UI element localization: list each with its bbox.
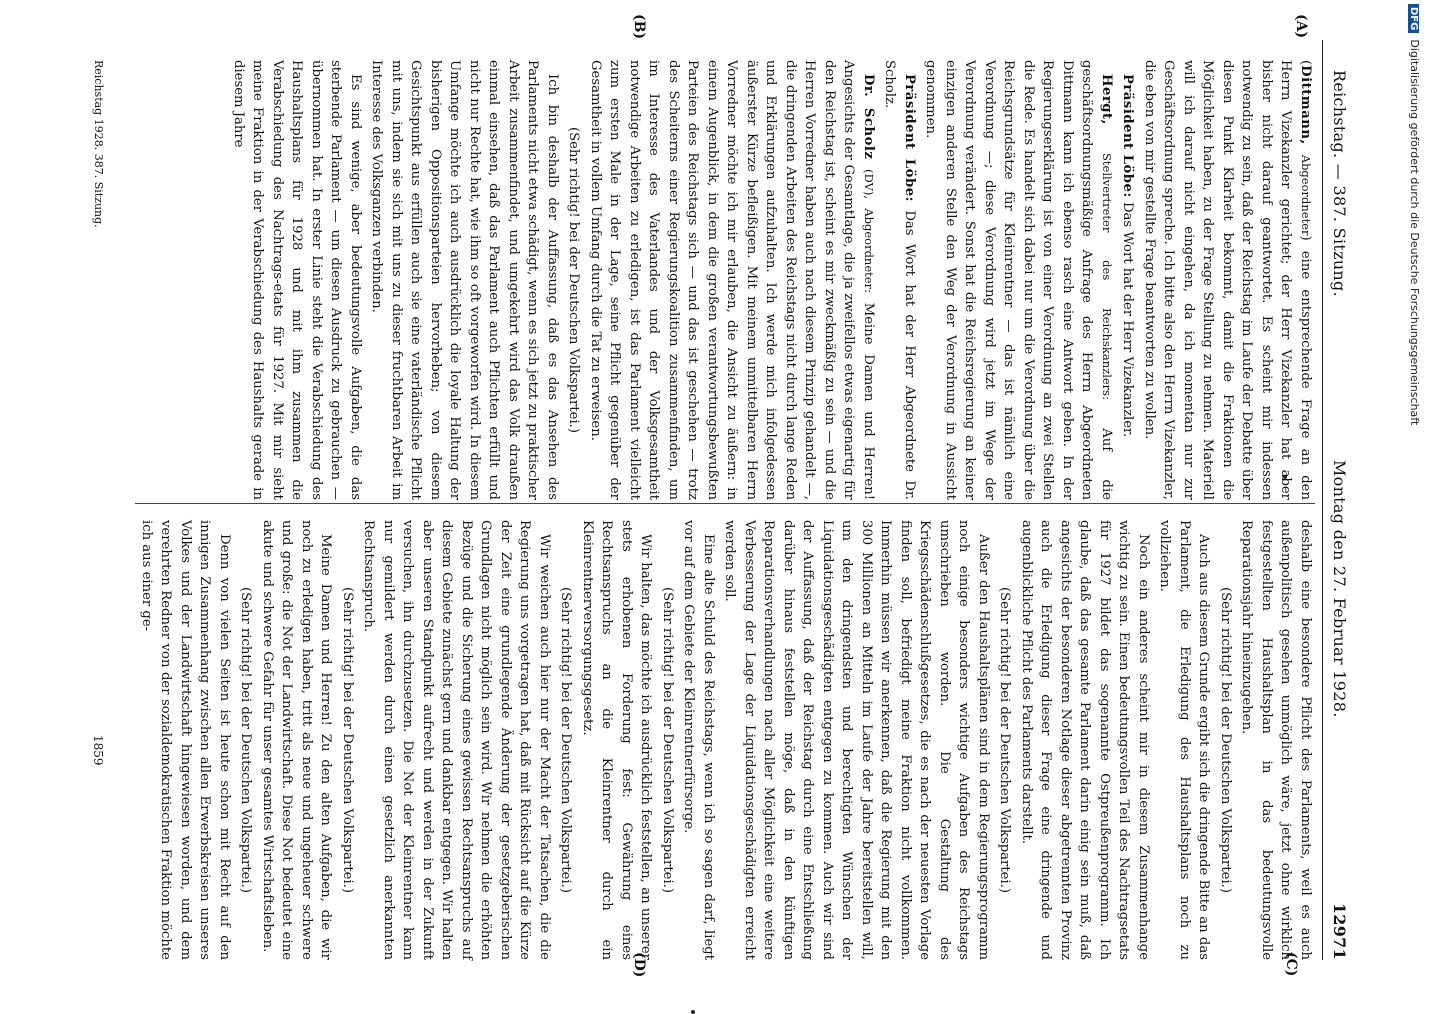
- speaker-role: Abgeordneter: [1299, 154, 1313, 236]
- paragraph: Denn von vielen Seiten ist heute schon mit Recht auf den innigen Zusammenhang zwischen allen Erwerbskreisen unseres Volkes und der Landwirtschaft hingewiesen worden, und dem verehrten Redner von der sozialdemokratischen Fraktion möchte ich aus einer ge-: [139, 520, 232, 960]
- interjection: (Sehr richtig! bei der Deutschen Volkspartei.): [238, 586, 254, 894]
- print-speck: [691, 1010, 695, 1014]
- paragraph: Noch ein anderes scheint mir in diesem Zusammenhange wichtig zu sein. Einen bedeutungsvollen Teil des Nachtragsetats für 1927 bildet das sogenannte Ostpreußenprogramm. Ich glaube, daß das gesamte Parlament darin einig sein muß, daß angesichts der besonderen Notlage dieser abgetrennten Provinz auch die Erledigung dieser Frage eine dringende und augenblickliche Pflicht des Parlaments darstellt.: [1019, 520, 1151, 960]
- paragraph: deshalb eine besondere Pflicht des Parlaments, weil es auch außenpolitisch gesehen unmöglich wäre, jetzt ohne wirklich festgestellten Haushaltsplan in das bedeutungsvolle Reparationsjahr hineinzugehen.: [1239, 520, 1313, 960]
- paragraph: Es sind wenige, aber bedeutungsvolle Aufgaben, die das sterbende Parlament — um diesen Ausdruck zu gebrauchen — übernommen hat. In erster Linie steht die Verabschiedung des Haushaltsplans für 1928 und mit ihm zusammen die Verabschiedung des Nachtrags-etats für 1927. Mit mir sieht meine Fraktion in der Verabschiedung des Haushalts gerade in diesem Jahre: [231, 60, 363, 500]
- paragraph: Wir halten, das möchte ich ausdrücklich feststellen, an unserer stets erhobenen Forderung fest: Gewährung eines Rechtsanspruchs an die Kleinrentner durch ein Kleinrentnerversorgungsgesetz.: [580, 520, 654, 960]
- interjection: (Sehr richtig! bei der Deutschen Volkspartei.): [566, 126, 582, 434]
- header-session: Reichstag. — 387. Sitzung.: [1330, 70, 1349, 297]
- interjection: (Sehr richtig! bei der Deutschen Volkspartei.): [660, 586, 675, 894]
- left-column: [227, 60, 1316, 500]
- paragraph: [921, 60, 1116, 500]
- interjection: (Sehr richtig! bei der Deutschen Volkspartei.): [1218, 586, 1233, 894]
- speaker-name: Dr. Scholz: [861, 74, 876, 160]
- running-head: [1325, 40, 1349, 960]
- paragraph-text: eine entsprechende Frage an den Herrn Vizekanzler gerichtet; der Herr Vizekanzler hat aber bisher nicht darauf geantwortet. Es scheint mir indessen notwendig zu sein, daß der Reichstag im Laufe der Debatte über diesen Punkt Klarheit bekommt, damit die Fraktionen die Möglichkeit haben, zu der Frage Stellung zu nehmen. Materiell will ich darauf nicht eingehen, da ich momentan nur zur Geschäftsordnung spreche. Ich bitte also den Herrn Vizekanzler, die eben von mir gestellte Frage beantworten zu wollen.: [1142, 60, 1313, 500]
- paragraph: [586, 60, 879, 500]
- footer-imprint: Reichstag 1928. 387. Sitzung.: [92, 60, 105, 228]
- paragraph: [1118, 60, 1138, 500]
- paragraph: Eine alte Schuld des Reichstags, wenn ich so sagen darf, liegt vor auf dem Gebiete der Kleinrentnerfürsorge.: [681, 520, 716, 960]
- margin-marker-a: (A): [1293, 14, 1309, 39]
- speaker-name: Dittmann,: [1298, 65, 1313, 145]
- digitization-credit: [1408, 4, 1434, 996]
- paragraph-text: Meine Damen und Herren! Angesichts der Gesamtlage, die ja zweifellos etwas eigenartig für den Reichstag ist, scheint es mir zweckmäßig zu sein — und die Herren Vorredner haben auch nach diesem Prinzip gehandelt —, die dringenden Arbeiten des Reichstags nicht durch lange Reden und Erklärungen aufzuhalten. Ich werde mich infolgedessen äußerster Kürze befleißigen. Mit meinem unmittelbaren Herrn Vorredner möchte ich mir erlauben, die Ansicht zu äußern: in einem Augenblick, in dem die großen verantwortungsbewußten Parteien des Reichstags sich — und das ist geschehen — trotz des Scheiterns einer Regierungskoalition zusammenfinden, um im Interesse des Vaterlandes und der Volksgesamtheit notwendige Arbeiten zu erledigen, ist das Parlament vielleicht zum ersten Male in der Lage, seine Pflicht gegenüber der Gesamtheit in vollem Umfang durch die Tat zu erweisen.: [588, 60, 876, 501]
- paragraph: Auch aus diesem Grunde ergibt sich die dringende Bitte an das Parlament, die Erledigung des Haushaltsplans noch zu vollziehen.: [1157, 520, 1212, 960]
- paragraph: Wir weichen auch hier nur der Macht der Tatsachen, die die Regierung uns vorgetragen hat, daß mit Rücksicht auf die Kürze der Zeit eine grundlegende Änderung der gesetzgeberischen Grundlagen nicht möglich sein wird. Wir nehmen die erhöhten Bezüge und die Sicherung eines gewissen Rechtsanspruchs auf diesem Gebiete zunächst gern und dankbar entgegen. Wir halten aber unseren Standpunkt aufrecht und werden in der Zukunft versuchen, ihn durchzusetzen. Die Not der Kleinrentner kann nur gemildert werden durch einen gesetzlich anerkannten Rechtsanspruch.: [361, 520, 552, 960]
- speaker-role: (DV), Abgeordneter:: [862, 169, 876, 293]
- margin-marker-b: (B): [631, 14, 647, 40]
- paragraph: (Dittmann, Abgeordneter) eine entsprechende Frage an den Herrn Vizekanzler gerichtet; der Herr Vizekanzler hat aber bisher nicht darauf geantwortet. Es scheint mir indessen notwendig zu sein, daß der Reichstag im Laufe der Debatte über diesen Punkt Klarheit bekommt, damit die Fraktionen die Möglichkeit haben, zu der Frage Stellung zu nehmen. Materiell will ich darauf nicht eingehen, da ich momentan nur zur Geschäftsordnung spreche. Ich bitte also den Herrn Vizekanzler, die eben von mir gestellte Frage beantworten zu wollen.: [1142, 60, 1313, 500]
- speaker-name: Präsident Löbe:: [902, 74, 917, 202]
- header-rule: [1322, 40, 1323, 960]
- speaker-role: Stellvertreter des Reichskanzlers:: [1100, 153, 1114, 400]
- margin-marker-d: (D): [631, 952, 647, 978]
- interjection: (Sehr richtig! bei der Deutschen Volkspartei.): [558, 586, 574, 894]
- header-date: Montag den 27. Februar 1928.: [1330, 460, 1349, 718]
- paragraph-text: Das Wort hat der Herr Vizekanzler.: [1120, 201, 1136, 438]
- paragraph-text: Das Wort hat der Herr Abgeordnete Dr. Scholz.: [882, 60, 917, 500]
- right-column: [135, 520, 1316, 960]
- paragraph: Ich bin deshalb der Auffassung, daß es das Ansehen des Parlaments nicht etwa schädigt, wenn es sich jetzt zu praktischer Arbeit zusammenfindet, und umgekehrt wird das Volk draußen einmal einsehen, daß das Parlament auch Pflichten erfüllt und nicht nur Rechte hat, wie ihm so oft vorgeworfen wird. In diesem Umfange möchte ich auch ausdrücklich die loyale Haltung der bisherigen Oppositionsparteien hervorheben; von diesem Gesichtspunkt aus erfüllen auch sie eine vaterländische Pflicht mit uns, indem sie sich mit uns zu dieser fruchtbaren Arbeit im Interesse des Volksganzen verbinden.: [369, 60, 560, 500]
- credit-line: Digitalisierung gefördert durch die Deutsche Forschungsgemeinschaft: [1408, 39, 1421, 426]
- speaker-name: Hergt,: [1099, 74, 1114, 125]
- rotated-document-page: [72, 0, 1367, 1000]
- speaker-name: Präsident Löbe:: [1120, 74, 1136, 198]
- footer-sheet-number: 1859: [91, 735, 105, 766]
- interjection: (Sehr richtig! bei der Deutschen Volkspartei.): [997, 586, 1013, 894]
- page-number: 12971: [1330, 902, 1349, 960]
- column-divider: [135, 503, 1315, 504]
- paragraph: Außer den Haushaltsplänen sind in dem Regierungsprogramm noch einige besonders wichtige Aufgaben des Reichstags umschrieben worden. Die Gestaltung des Kriegsschädenschlußgesetzes, die es nach der neuesten Vorlage finden soll, befriedigt meine Fraktion nicht vollkommen. Immerhin müssen wir anerkennen, daß die Regierung mit den 300 Millionen an Mitteln im Laufe der Jahre bereitstellen will, um den dringendsten und berechtigten Wünschen der Liquidationsgeschädigten entgegen zu kommen. Auch wir sind der Auffassung, daß der Reichstag durch eine Entschließung darüber hinaus feststellen möge, daß in den künftigen Reparationsverhandlungen nach aller Möglichkeit eine weitere Verbesserung der Lage der Liquidationsgeschädigten erreicht werden soll.: [722, 520, 991, 960]
- margin-marker-c: (C): [1283, 952, 1299, 977]
- dfg-logo: DFG: [1408, 4, 1419, 33]
- interjection: (Sehr richtig! bei der Deutschen Volkspartei.): [340, 586, 355, 894]
- paragraph: [880, 60, 919, 500]
- paragraph: Meine Damen und Herren! Zu den alten Aufgaben, die wir noch zu erledigen haben, tritt als neue und ungeheuer schwere und große: die Not der Landwirtschaft. Diese Not bedeutet eine akute und schwere Gefahr für unser gesamtes Wirtschaftsleben.: [260, 520, 334, 960]
- digitization-credit-text: [1408, 4, 1421, 425]
- paragraph-text: Auf die geschäftsordnungsmäßige Anfrage des Herrn Abgeordneten Dittmann kann ich ebenso rasch eine Antwort geben. In der Regierungserklärung ist von einer Verordnung an zwei Stellen die Rede. Es handelt sich dabei nur um die Verordnung über die Reichsgrundsätze für Kleinrentner — das ist nämlich eine Verordnung —; diese Verordnung wird jetzt im Wege der Verordnung verändert. Sonst hat die Reichsregierung an keiner einzigen anderen Stelle den Weg der Verordnung in Aussicht genommen.: [923, 60, 1114, 500]
